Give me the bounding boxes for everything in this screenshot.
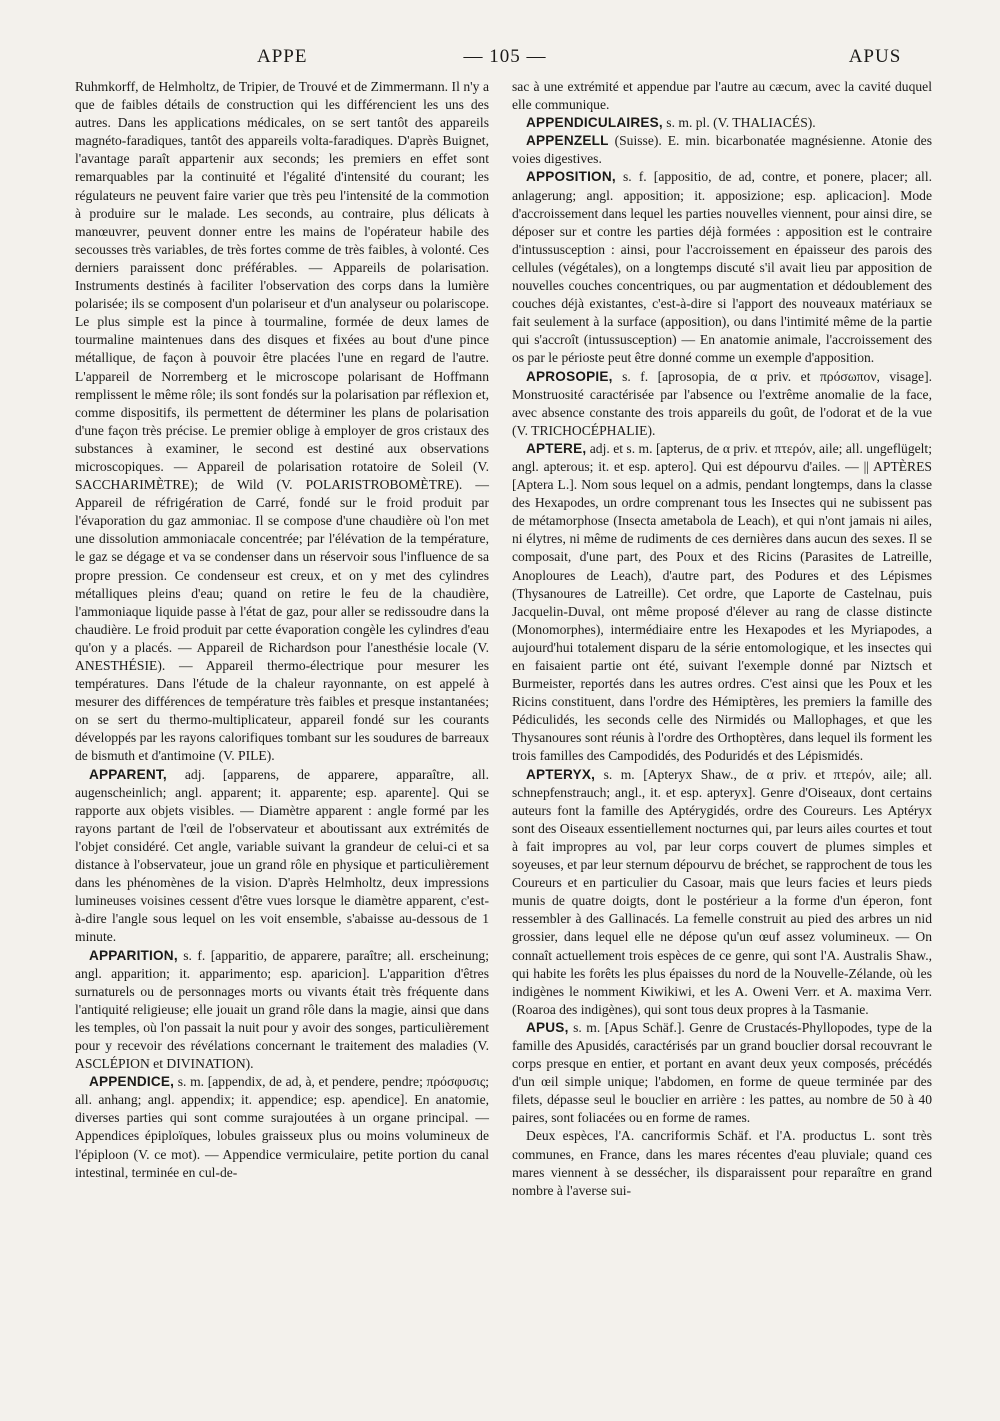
entry-text: s. m. [appendix, de ad, à, et pendere, pendre; πρόσφυσις; all. anhang; angl. appendix; it. appendice; esp. apendice]. En anatomie, diverses parties qui sont comme surajoutées à un organe principal. — Appendices épiploïques, lobules graisseux plus ou moins volumineux de l'épiploon (V. ce mot). — Appendice vermiculaire, petite portion du canal intestinal, terminée en cul-de-: [75, 1074, 489, 1180]
entry-text: s. m. [Apteryx Shaw., de α priv. et πτερόν, aile; all. schnepfenstrauch; angl., it. et esp. apteryx]. Genre d'Oiseaux, dont certains auteurs font la famille des Aptérygidés, ordre des Coureurs. Les Aptéryx sont des Oiseaux essentiellement nocturnes qui, par leurs ailes courtes et tout à fait impropres au vol, par leur corps couvert de plumes simples et soyeuses, et par leur sternum dépourvu de bréchet, se rapprochent de tous les Coureurs et en particulier du Casoar, mais que leurs facies et leurs pieds munis de quatre doigts, dont le postérieur a la forme d'un éperon, font ressembler à des Gallinacés. La femelle construit au pied des arbres un nid grossier, dans lequel elle ne dépose qu'un œuf assez volumineux. — On connaît actuellement trois espèces de ce genre, qui sont l'A. Australis Shaw., qui habite les forêts les plus épaisses du nord de la Nouvelle-Zélande, où les indigènes le nomment Kiwikiwi, et les A. Oweni Verr. et A. maxima Verr. (Roaroa des indigènes), qui sont tous deux propres à la Tasmanie.: [512, 766, 932, 1017]
headword: APPENZELL: [526, 133, 609, 149]
entry-text: s. m. pl. (V. THALIACÉS).: [662, 115, 816, 131]
entry-continuation: Ruhmkorff, de Helmholtz, de Tripier, de Trouvé et de Zimmermann. Il n'y a que de faibles détails de construction qui les différencient les uns des autres. Dans les applications médicales, on se sert tantôt des appareils magnéto-faradiques, tantôt des appareils volta-faradiques. D'après Buignet, l'avantage paraît appartenir aux seconds; les premiers en effet sont remarquables par la continuité et l'égalité d'intensité du courant; les régulateurs ne peuvent faire varier que très peu l'intensité de la commotion à produire sur le malade. Les seconds, au contraire, plus délicats à manœuvrer, peuvent donner entre les mains de l'opérateur habile des secousses très variables, de très fortes comme de très faibles, à volonté. Ces derniers paraissent donc préférables. — Appareils de polarisation. Instruments destinés à faciliter l'observation des corps dans la lumière polarisée; ils se composent d'un polariseur et d'un analyseur ou polariscope. Le plus simple est la pince à tourmaline, formée de deux lames de tourmaline maintenues dans des disques et fixées au bout d'une pince métallique, de façon à pouvoir être placées l'une en regard de l'autre. L'appareil de Norremberg et le microscope polarisant de Hoffmann remplissent le même rôle; ils sont fondés sur la polarisation par réflexion et, comme dispositifs, ils permettent de déterminer les plans de polarisation d'une façon très précise. Le premier oblige à employer de gros cristaux des substances à examiner, le second est destiné aux observations microscopiques. — Appareil de polarisation rotatoire de Soleil (V. SACCHARIMÈTRE); de Wild (V. POLARISTROBOMÈTRE). — Appareil de réfrigération de Carré, fondé sur le froid produit par l'évaporation du gaz ammoniac. Il se compose d'une chaudière où l'on met une dissolution ammoniacale concentrée; par l'élévation de la température, le gaz se dégage et va se condenser dans un réservoir sous l'influence de sa propre pression. Ce condenseur est creux, et on y met des cylindres métalliques pleins d'eau; quand on retire le feu de la chaudière, l'ammoniaque liquide passe à l'état de gaz, pour aller se redissoudre dans la chaudière. Le froid produit par cette évaporation congèle les cylindres d'eau qu'on y a placés. — Appareil de Richardson pour l'anesthésie locale (V. ANESTHÉSIE). — Appareil thermo-électrique pour mesurer les températures. Dans l'étude de la chaleur rayonnante, on est appelé à mesurer des différences de température très faibles et presque instantanées; on se sert du thermo-multiplicateur, appareil fondé sur les courants développés par les rayons calorifiques tombant sur les soudures de barreaux de bismuth et d'antimoine (V. PILE).: [75, 79, 489, 764]
entry-apus-species: [512, 1127, 932, 1199]
headword: APPARITION,: [89, 947, 178, 963]
entry-continuation: sac à une extrémité et appendue par l'autre au cæcum, avec la cavité duquel elle communique.: [512, 79, 932, 113]
entry-text: s. f. [aprosopia, de α priv. et πρόσωπον, visage]. Monstruosité caractérisée par l'absence ou l'extrême anomalie de la face, avec absence constante des trois appareils du goût, de l'odorat et de la vue (V. TRICHOCÉPHALIE).: [512, 368, 932, 438]
headword: APROSOPIE,: [526, 368, 613, 384]
page-number: — 105 —: [463, 46, 547, 67]
entry-apposition: [512, 168, 932, 367]
running-head-left: APPE: [257, 46, 308, 67]
entry-apus: [512, 1019, 932, 1128]
entry-text: adj. [apparens, de apparere, apparaître, all. augenscheinlich; angl. apparent; it. apparente; esp. aparente]. Qui se rapporte aux objets visibles. — Diamètre apparent : angle formé par les rayons partant de l'œil de l'observateur et aboutissant aux extrémités de l'objet considéré. Cet angle, variable suivant la grandeur de celui-ci et sa distance à l'observateur, joue un grand rôle en physique et particulièrement dans les phénomènes de la vision. D'après Helmholtz, deux impressions lumineuses voisines cessent d'être vues lorsque le diamètre apparent, c'est-à-dire l'angle sous lequel on les voit ensemble, s'abaisse au-dessous de 1 minute.: [75, 766, 489, 945]
page-header: [75, 46, 935, 76]
entry-apteryx: [512, 766, 932, 1019]
entry-text: s. f. [apparitio, de apparere, paraître; all. erscheinung; angl. apparition; it. apparimento; esp. aparicion]. L'apparition d'êtres surnaturels ou de personnages morts ou vivants était très fréquente dans l'antiquité religieuse; elle jouait un grand rôle dans la magie, ainsi que dans les temples, où l'on passait la nuit pour y avoir des songes, particulièrement pour y recevoir des révélations concernant le traitement des maladies (V. ASCLÉPION et DIVINATION).: [75, 947, 489, 1072]
headword: APTERE,: [526, 440, 587, 456]
headword: APPOSITION,: [526, 169, 616, 185]
entry-text: (Suisse). E. min. bicarbonatée magnésienne. Atonie des voies digestives.: [512, 133, 932, 167]
right-column: [512, 78, 932, 1200]
entry-appendiculaires: [512, 114, 932, 132]
entry-apparent: [75, 766, 489, 947]
headword: APTERYX,: [526, 766, 596, 782]
left-column: [75, 78, 489, 1182]
entry-text: adj. et s. m. [apterus, de α priv. et πτερόν, aile; all. ungeflügelt; angl. apterous; it. et esp. aptero]. Qui est dépourvu d'ailes. — || APTÈRES [Aptera L.]. Nom sous lequel on a admis, pendant longtemps, dans la classe des Hexapodes, un ordre comprenant tous les Insectes qui ne subissent pas de métamorphose (Insecta ametabola de Leach), et qui n'ont jamais ni ailes, ni élytres, ni même de rudiments de ces dernières dans aucun des sexes. Il se composait, d'une part, des Poux et des Ricins (Parasites de Latreille, Anoploures de Leach), d'autre part, des Podures et des Lépismes (Thysanoures de Latreille). Cet ordre, que Laporte de Castelnau, puis Jacquelin-Duval, ont même proposé d'élever au rang de classe distincte (Monomorphes), intermédiaire entre les Hexapodes et les Myriapodes, a aujourd'hui totalement disparu de la série entomologique, et les insectes qui en faisaient partie ont été, suivant l'exemple donné par Niztsch et Burmeister, reportés dans les autres ordres. C'est ainsi que les Poux et les Ricins constituent, dans l'ordre des Hémiptères, les premiers la famille des Pédiculidés, les seconds celle des Nirmidés ou Mallophages, et que les Thysanoures sont réunis à l'ordre des Orthoptères, dans lequel ils forment les trois familles des Campodidés, des Poduridés et des Lépismidés.: [512, 440, 932, 764]
running-head-right: APUS: [848, 46, 902, 67]
headword: APPENDICE,: [89, 1074, 175, 1090]
headword: APPENDICULAIRES,: [526, 115, 663, 131]
entry-apparition: [75, 947, 489, 1074]
entry-aprosopie: [512, 368, 932, 440]
entry-aptere: [512, 440, 932, 766]
entry-text: Deux espèces, l'A. cancriformis Schäf. et l'A. productus L. sont très communes, en France, dans les mares récentes d'eau pluviale; quand ces mares viennent à se dessécher, ils disparaissent pour reparaître en grand nombre à l'averse sui-: [512, 1128, 932, 1198]
entry-appendice: [75, 1073, 489, 1182]
entry-text: s. m. [Apus Schäf.]. Genre de Crustacés-Phyllopodes, type de la famille des Apusidés, caractérisés par un grand bouclier dorsal recouvrant le corps presque en entier, et portant en avant deux yeux composés, précédés d'un œil simple unique; l'abdomen, en forme de queue terminée par des filets, dépasse seul le bouclier en arrière : les pattes, au nombre de 50 à 40 paires, sont foliacées ou en forme de rames.: [512, 1019, 932, 1126]
entry-appenzell: [512, 132, 932, 168]
entry-text: s. f. [appositio, de ad, contre, et ponere, placer; all. anlagerung; angl. apposition; it. apposizione; esp. aplicacion]. Mode d'accroissement dans lequel les parties nouvelles viennent, pour ainsi dire, se déposer sur et contre les parties déjà formées : apposition est le contraire d'intussusception : ainsi, pour l'accroissement en épaisseur des parois des cellules (végétales), on a longtemps discuté s'il avait lieu par apposition de nouvelles couches concentriques, ou par augmentation et dédoublement des couches déjà existantes, c'est-à-dire si l'apport des nouveaux matériaux se fait seulement à la surface (apposition), ou dans l'intimité même de la partie qui s'accroît (intussusception) — En anatomie animale, l'accroissement des os par le périoste peut être donné comme un exemple d'apposition.: [512, 169, 932, 366]
headword: APPARENT,: [89, 766, 167, 782]
headword: APUS,: [526, 1019, 569, 1035]
